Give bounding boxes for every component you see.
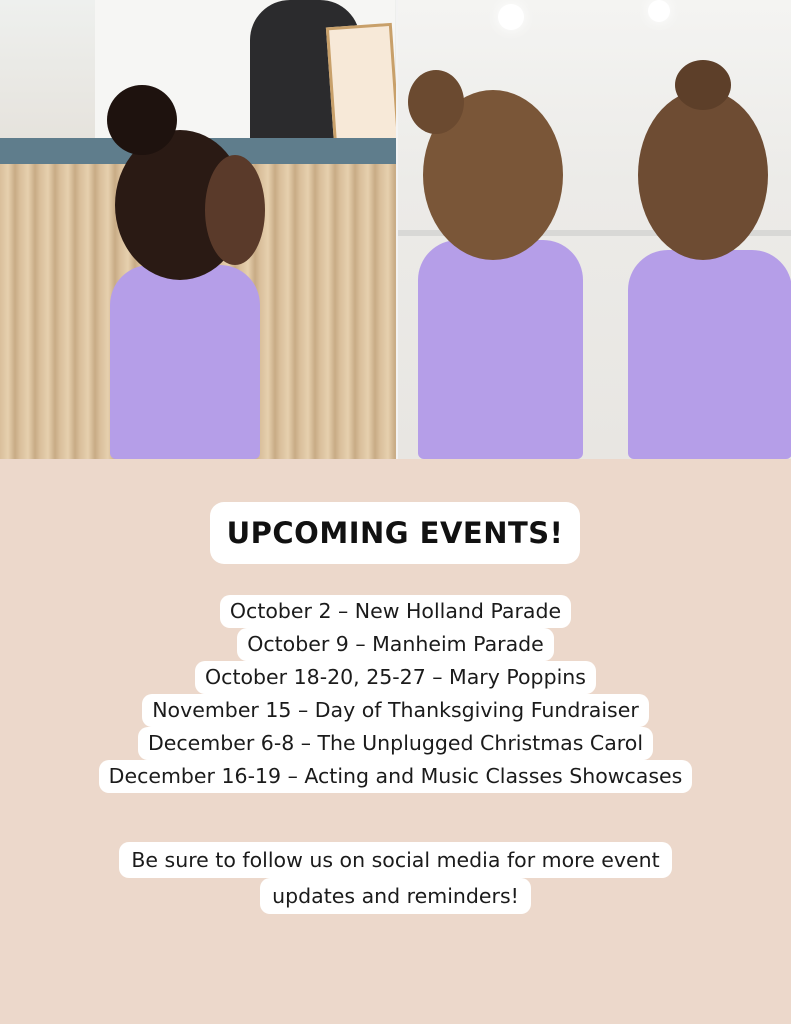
note-line: updates and reminders! [260,878,531,914]
ceiling-light [648,0,670,22]
ceiling-light [498,4,524,30]
counter-sign [326,23,396,148]
girl-figure [618,60,791,459]
photo-two-girls-dance-studio [396,0,791,459]
event-item: December 16-19 – Acting and Music Classes Showcases [99,760,693,793]
girl-figure [85,85,315,459]
note-line: Be sure to follow us on social media for more event [119,842,671,878]
event-item: October 9 – Manheim Parade [237,628,554,661]
social-media-note [0,842,791,914]
event-item: November 15 – Day of Thanksgiving Fundraiser [142,694,649,727]
event-item: December 6-8 – The Unplugged Christmas Carol [138,727,653,760]
events-list [0,595,791,793]
girl-figure [408,70,588,459]
event-item: October 2 – New Holland Parade [220,595,571,628]
photo-girl-at-counter [0,0,396,459]
title-box [210,502,580,564]
photo-collage [0,0,791,459]
page-title: UPCOMING EVENTS! [226,516,564,550]
event-item: October 18-20, 25-27 – Mary Poppins [195,661,596,694]
